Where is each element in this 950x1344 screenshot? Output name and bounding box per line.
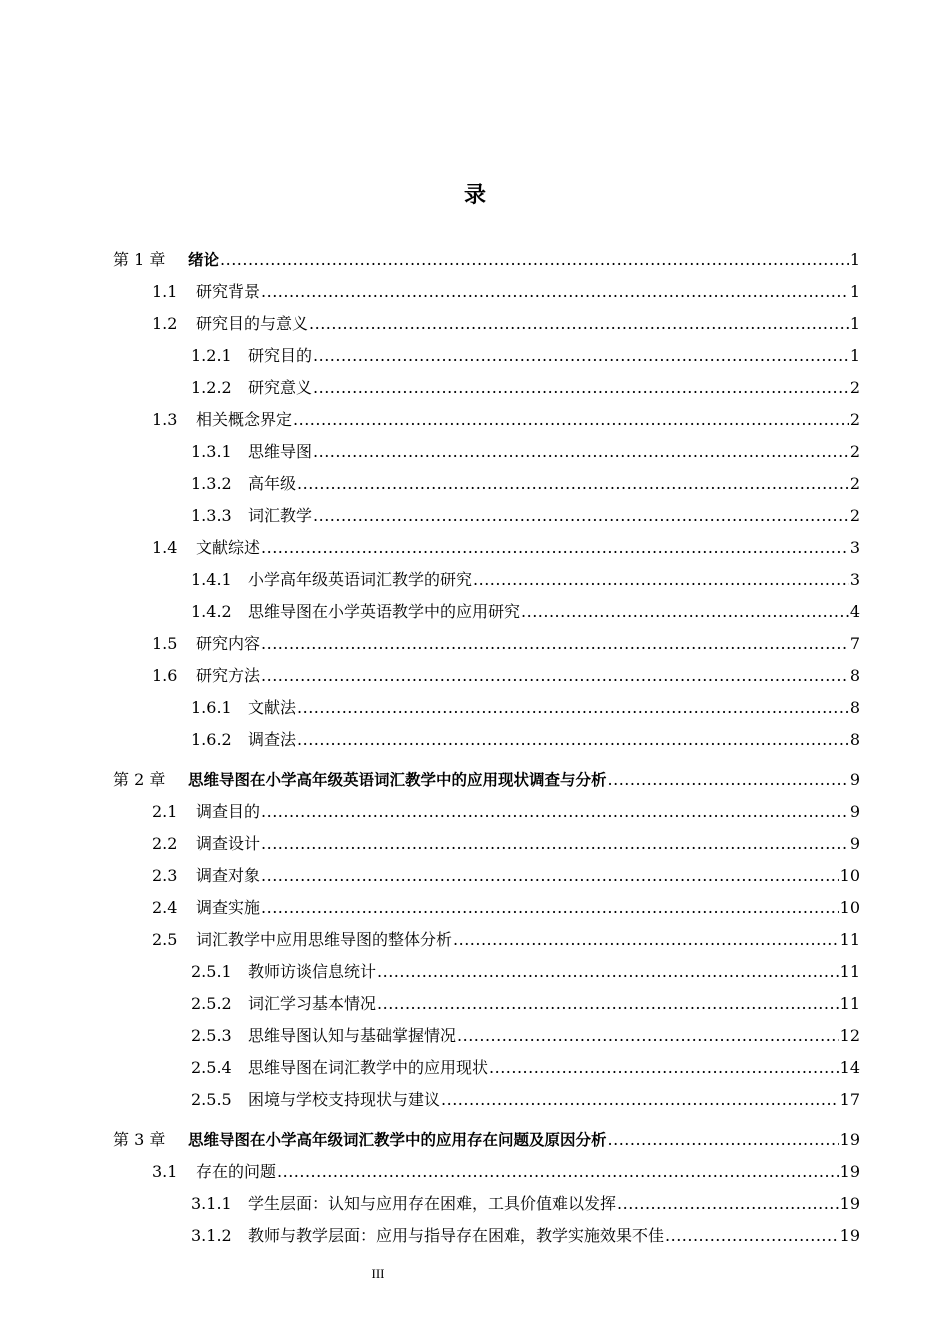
toc-entry-label: 思维导图在小学英语教学中的应用研究 — [248, 602, 521, 621]
toc-dot-leader — [473, 568, 849, 592]
toc-entry-label: 相关概念界定 — [196, 410, 293, 429]
toc-entry[interactable] — [0, 468, 950, 500]
toc-entry-page: 1 — [849, 346, 860, 365]
toc-entry-page: 2 — [849, 410, 860, 429]
toc-entry-page: 9 — [849, 770, 860, 789]
toc-entry-page: 2 — [849, 442, 860, 461]
toc-entry-page: 2 — [849, 378, 860, 397]
toc-entry-number: 2.4 — [152, 898, 178, 917]
toc-entry-page: 1 — [849, 250, 860, 269]
toc-entry-page: 2 — [849, 506, 860, 525]
toc-entry-page: 1 — [849, 282, 860, 301]
toc-entry-label: 教师与教学层面：应用与指导存在困难，教学实施效果不佳 — [248, 1226, 665, 1245]
toc-entry-page: 9 — [849, 834, 860, 853]
toc-entry[interactable] — [0, 532, 950, 564]
toc-entry[interactable] — [0, 860, 950, 892]
toc-entry-label: 词汇教学 — [248, 506, 313, 525]
toc-entry-number: 第 1 章 — [113, 250, 166, 269]
toc-entry-label: 调查目的 — [196, 802, 261, 821]
toc-dot-leader — [261, 536, 849, 560]
toc-entry-label: 调查实施 — [196, 898, 261, 917]
toc-entry-label: 词汇教学中应用思维导图的整体分析 — [196, 930, 453, 949]
toc-dot-leader — [313, 376, 849, 400]
toc-entry-page: 14 — [839, 1058, 860, 1077]
toc-dot-leader — [489, 1056, 839, 1080]
toc-entry-page: 3 — [849, 570, 860, 589]
toc-entry-number: 1.4.2 — [191, 602, 232, 621]
toc-entry-page: 11 — [839, 962, 860, 981]
toc-entry[interactable] — [0, 404, 950, 436]
toc-dot-leader — [261, 864, 839, 888]
toc-entry-page: 11 — [839, 994, 860, 1013]
toc-entry-label: 学生层面：认知与应用存在困难，工具价值难以发挥 — [248, 1194, 617, 1213]
toc-entry-label: 研究背景 — [196, 282, 261, 301]
toc-entry-label: 研究目的与意义 — [196, 314, 309, 333]
toc-entry-page: 17 — [839, 1090, 860, 1109]
page-number-footer: III — [371, 1266, 385, 1281]
toc-entry-label: 调查对象 — [196, 866, 261, 885]
toc-entry-number: 1.4.1 — [191, 570, 232, 589]
toc-entry-page: 8 — [849, 698, 860, 717]
toc-entry-label: 绪论 — [188, 251, 220, 269]
toc-entry-label: 困境与学校支持现状与建议 — [248, 1090, 441, 1109]
toc-entry[interactable] — [0, 692, 950, 724]
toc-dot-leader — [313, 504, 849, 528]
toc-dot-leader — [261, 832, 849, 856]
toc-entry-page: 10 — [839, 866, 860, 885]
toc-entry[interactable] — [0, 1020, 950, 1052]
toc-entry-page: 8 — [849, 730, 860, 749]
toc-entry-number: 2.1 — [152, 802, 178, 821]
toc-entry-label: 思维导图在小学高年级英语词汇教学中的应用现状调查与分析 — [188, 771, 607, 789]
toc-entry[interactable] — [0, 660, 950, 692]
toc-dot-leader — [665, 1224, 839, 1248]
toc-entry[interactable] — [0, 276, 950, 308]
toc-entry-number: 3.1 — [152, 1162, 178, 1181]
toc-entry-page: 19 — [839, 1194, 860, 1213]
toc-entry-label: 思维导图 — [248, 442, 313, 461]
toc-dot-leader — [220, 248, 849, 272]
toc-entry-number: 2.5.5 — [191, 1090, 232, 1109]
toc-entry-number: 1.4 — [152, 538, 178, 557]
toc-entry[interactable] — [0, 924, 950, 956]
toc-entry-number: 2.5 — [152, 930, 178, 949]
toc-entry-label: 思维导图认知与基础掌握情况 — [248, 1026, 457, 1045]
toc-entry[interactable] — [0, 564, 950, 596]
toc-entry-number: 1.5 — [152, 634, 178, 653]
toc-entry-number: 1.3.2 — [191, 474, 232, 493]
toc-entry[interactable] — [0, 1084, 950, 1116]
toc-entry-page: 10 — [839, 898, 860, 917]
toc-dot-leader — [297, 696, 849, 720]
toc-dot-leader — [297, 472, 849, 496]
toc-dot-leader — [617, 1192, 839, 1216]
toc-dot-leader — [313, 440, 849, 464]
toc-entry-label: 研究内容 — [196, 634, 261, 653]
toc-entry-number: 2.5.3 — [191, 1026, 232, 1045]
toc-dot-leader — [441, 1088, 839, 1112]
toc-entry[interactable] — [0, 596, 950, 628]
toc-entry-label: 存在的问题 — [196, 1162, 277, 1181]
toc-entry-label: 文献法 — [248, 698, 297, 717]
toc-entry[interactable] — [0, 244, 950, 276]
toc-entry-number: 3.1.2 — [191, 1226, 232, 1245]
toc-dot-leader — [377, 960, 839, 984]
toc-entry-number: 1.3 — [152, 410, 178, 429]
toc-entry[interactable] — [0, 1156, 950, 1188]
toc-entry[interactable] — [0, 1124, 950, 1156]
toc-entry-number: 1.6.2 — [191, 730, 232, 749]
toc-entry[interactable] — [0, 988, 950, 1020]
toc-entry-page: 19 — [839, 1226, 860, 1245]
toc-entry[interactable] — [0, 1188, 950, 1220]
toc-entry-label: 小学高年级英语词汇教学的研究 — [248, 570, 473, 589]
toc-entry-label: 研究方法 — [196, 666, 261, 685]
toc-entry-page: 19 — [839, 1162, 860, 1181]
toc-entry-label: 研究目的 — [248, 346, 313, 365]
toc-entry-label: 思维导图在词汇教学中的应用现状 — [248, 1058, 489, 1077]
toc-entry-page: 19 — [839, 1130, 860, 1149]
toc-entry[interactable] — [0, 340, 950, 372]
toc-entry-page: 9 — [849, 802, 860, 821]
toc-dot-leader — [377, 992, 839, 1016]
toc-entry-page: 3 — [849, 538, 860, 557]
toc-entry-page: 8 — [849, 666, 860, 685]
toc-entry[interactable] — [0, 796, 950, 828]
toc-dot-leader — [261, 800, 849, 824]
toc-dot-leader — [521, 600, 849, 624]
toc-entry-number: 1.3.1 — [191, 442, 232, 461]
toc-entry-number: 3.1.1 — [191, 1194, 232, 1213]
toc-entry[interactable] — [0, 956, 950, 988]
toc-entry-number: 第 2 章 — [113, 770, 166, 789]
toc-entry[interactable] — [0, 436, 950, 468]
toc-entry-number: 第 3 章 — [113, 1130, 166, 1149]
toc-entry[interactable] — [0, 1220, 950, 1252]
toc-dot-leader — [453, 928, 839, 952]
toc-entry-number: 2.5.4 — [191, 1058, 232, 1077]
toc-entry-label: 调查法 — [248, 730, 297, 749]
toc-entry[interactable] — [0, 628, 950, 660]
toc-entry-number: 1.6 — [152, 666, 178, 685]
toc-entry-page: 7 — [849, 634, 860, 653]
toc-title: 录 — [463, 183, 486, 208]
toc-dot-leader — [293, 408, 849, 432]
toc-entry-number: 1.2.2 — [191, 378, 232, 397]
toc-dot-leader — [297, 728, 849, 752]
toc-dot-leader — [261, 280, 849, 304]
toc-entry-number: 1.6.1 — [191, 698, 232, 717]
toc-entry-label: 思维导图在小学高年级词汇教学中的应用存在问题及原因分析 — [188, 1131, 607, 1149]
toc-entry[interactable] — [0, 892, 950, 924]
toc-entry-label: 教师访谈信息统计 — [248, 962, 377, 981]
toc-entry-label: 词汇学习基本情况 — [248, 994, 377, 1013]
toc-entry-number: 2.5.2 — [191, 994, 232, 1013]
toc-entry-label: 调查设计 — [196, 834, 261, 853]
toc-dot-leader — [608, 768, 849, 792]
toc-dot-leader — [261, 664, 849, 688]
toc-entry[interactable] — [0, 308, 950, 340]
toc-entry-number: 1.2 — [152, 314, 178, 333]
toc-entry-number: 2.5.1 — [191, 962, 232, 981]
toc-entry[interactable] — [0, 372, 950, 404]
toc-entry-number: 1.3.3 — [191, 506, 232, 525]
toc-entry-label: 研究意义 — [248, 378, 313, 397]
toc-dot-leader — [277, 1160, 839, 1184]
toc-dot-leader — [309, 312, 849, 336]
toc-dot-leader — [608, 1128, 839, 1152]
toc-entry-page: 4 — [849, 602, 860, 621]
toc-entry-label: 文献综述 — [196, 538, 261, 557]
toc-dot-leader — [313, 344, 849, 368]
toc-entry-page: 1 — [849, 314, 860, 333]
toc-entry[interactable] — [0, 500, 950, 532]
toc-entry-number: 2.2 — [152, 834, 178, 853]
toc-entry-page: 2 — [849, 474, 860, 493]
toc-entry-page: 11 — [839, 930, 860, 949]
toc-entry-number: 2.3 — [152, 866, 178, 885]
toc-entry[interactable] — [0, 764, 950, 796]
toc-dot-leader — [261, 896, 839, 920]
toc-entry[interactable] — [0, 828, 950, 860]
toc-dot-leader — [457, 1024, 839, 1048]
toc-entry-page: 12 — [839, 1026, 860, 1045]
toc-dot-leader — [261, 632, 849, 656]
toc-entry[interactable] — [0, 1052, 950, 1084]
toc-entry[interactable] — [0, 724, 950, 756]
toc-entry-number: 1.1 — [152, 282, 178, 301]
toc-entry-number: 1.2.1 — [191, 346, 232, 365]
toc-entry-label: 高年级 — [248, 474, 297, 493]
